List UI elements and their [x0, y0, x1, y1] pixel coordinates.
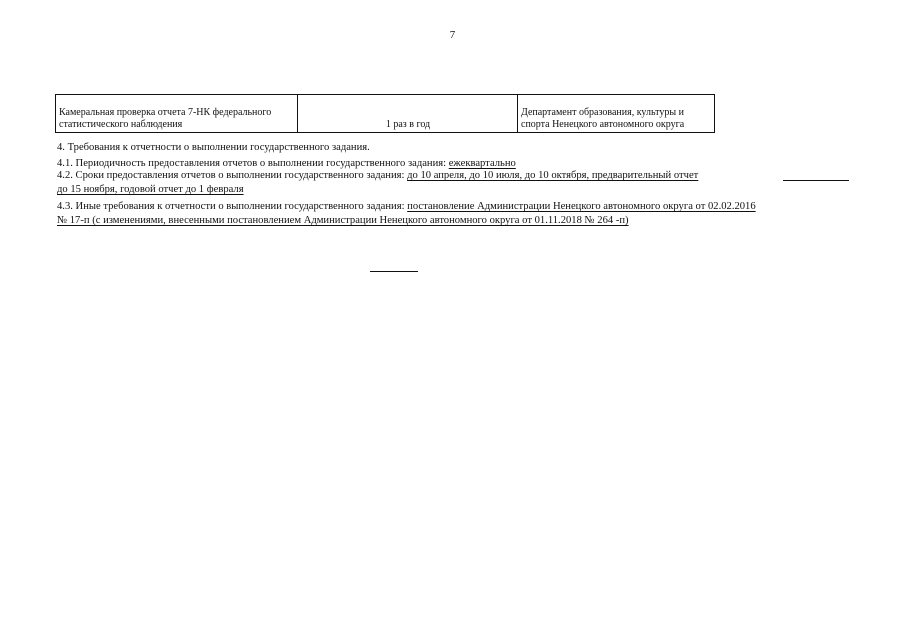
page-number: 7: [449, 29, 456, 41]
report-frequency-cell: [298, 95, 518, 133]
requirement-4-2-value-line-1: до 10 апреля, до 10 июля, до 10 октября, предварительный отчет: [407, 170, 699, 181]
requirement-4-2-label: 4.2. Сроки предоставления отчетов о выполнении государственного задания:: [57, 170, 408, 181]
requirement-4-2-continuation: [57, 183, 244, 196]
department-line-2: спорта Ненецкого автономного округа: [521, 119, 685, 130]
requirement-4-3-label: 4.3. Иные требования к отчетности о выполнении государственного задания:: [57, 201, 408, 212]
requirement-4-2: [57, 169, 698, 182]
report-description-cell: [56, 95, 298, 133]
requirement-4-1-label: 4.1. Периодичность предоставления отчетов о выполнении государственного задания:: [57, 158, 449, 169]
requirement-4-1-value: ежеквартально: [448, 158, 516, 169]
report-frequency: 1 раз в год: [385, 119, 431, 130]
report-description-line-2: статистического наблюдения: [59, 119, 183, 130]
requirement-4-2-fill-line: [783, 180, 849, 181]
requirement-4-3-continuation: [57, 214, 629, 227]
responsible-department-cell: [518, 95, 715, 133]
report-description-line-1: Камеральная проверка отчета 7-НК федерального: [59, 107, 272, 118]
requirement-4-3-value-line-1: постановление Администрации Ненецкого автономного округа от 02.02.2016: [407, 201, 756, 212]
department-line-1: Департамент образования, культуры и: [521, 107, 684, 118]
requirement-4-3-value-line-2: № 17-п (с изменениями, внесенными постановлением Администрации Ненецкого автономного округа от 01.11.2018 № 264 -п): [57, 215, 629, 226]
requirement-4-2-value-line-2: до 15 ноября, годовой отчет до 1 февраля: [57, 184, 244, 195]
requirements-heading: 4. Требования к отчетности о выполнении государственного задания.: [57, 142, 370, 153]
report-table: [55, 94, 715, 133]
end-divider: [370, 271, 418, 272]
table-row: [56, 95, 715, 133]
requirement-4-3: [57, 200, 756, 213]
